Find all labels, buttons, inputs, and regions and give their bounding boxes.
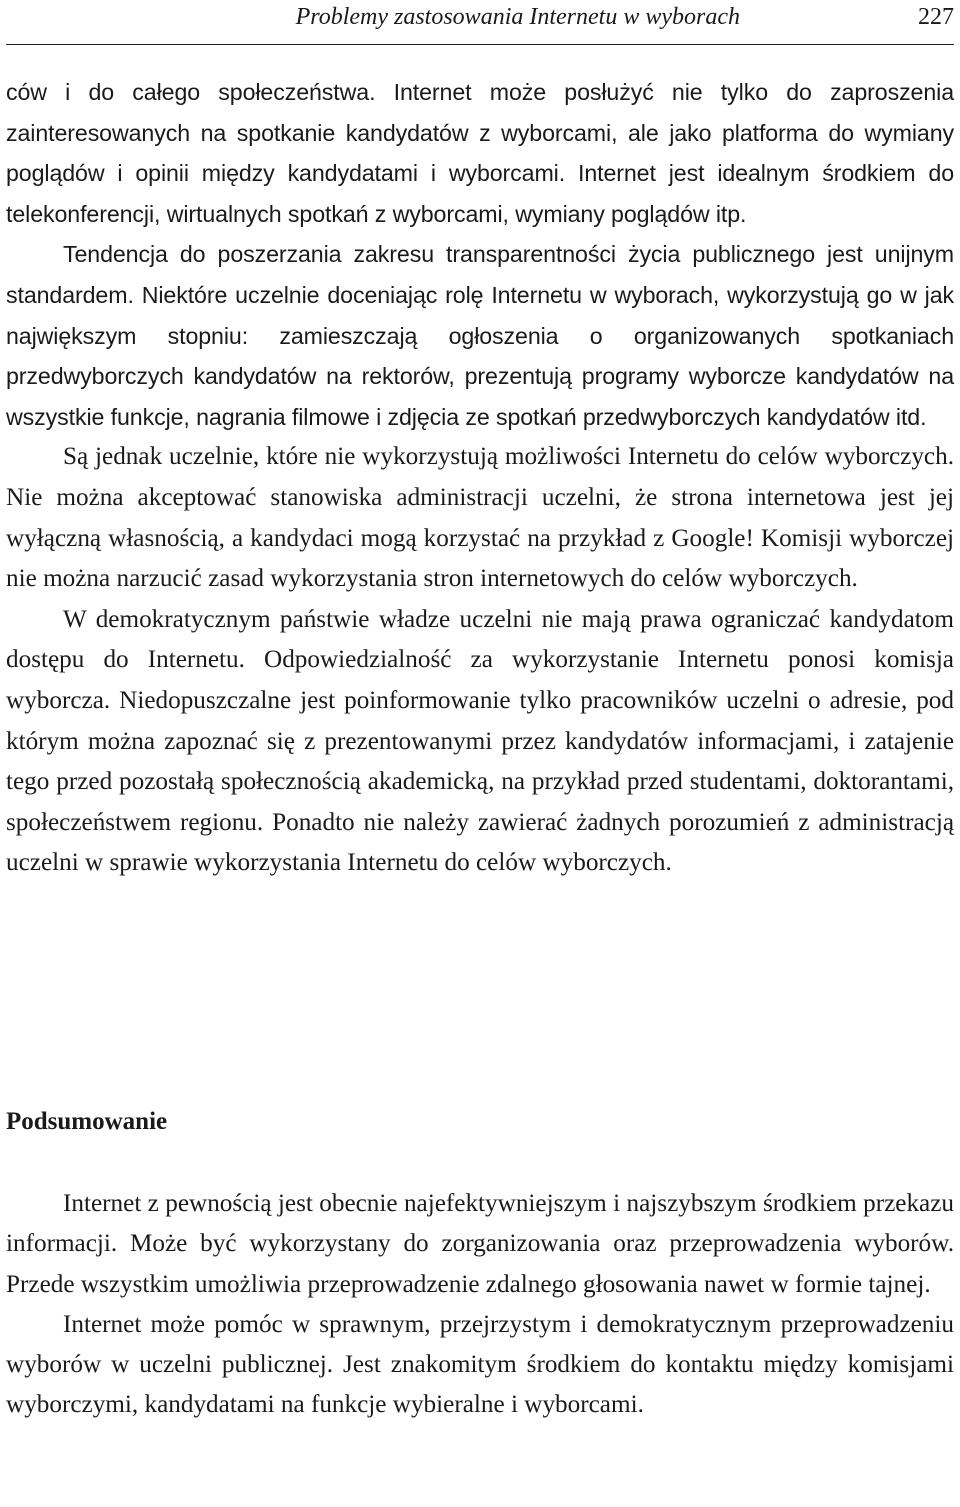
running-header [6, 0, 954, 45]
summary-paragraph: Internet może pomóc w sprawnym, przejrzystym i demokratycznym przeprowadzeniu wyborów w uczelni publicznej. Jest znakomitym środkiem do kontaktu między komisjami wyborczymi, kandydatami na funkcje wybieralne i wyborcami. [6, 1310, 954, 1419]
paragraph-transparency: Tendencja do poszerzania zakresu transparentności życia publicznego jest unijnym standardem. Niektóre uczelnie doceniając rolę Internetu w wyborach, wykorzystują go w jak największym stopniu: zamieszczają ogłoszenia o organizowanych spotkaniach przedwyborczych kandydatów na rektorów, prezentują programy wyborcze kandydatów na wszystkie funkcje, nagrania filmowe i zdjęcia ze spotkań przedwyborczych kandydatów itd. [6, 241, 954, 430]
summary-paragraph: Internet z pewnością jest obecnie najefektywniejszym i najszybszym środkiem przekazu informacji. Może być wykorzystany do zorganizowania oraz przeprowadzenia wyborów. Przede wszystkim umożliwia przeprowadzenie zdalnego głosowania nawet w formie tajnej. [6, 1190, 954, 1298]
document-page [6, 0, 954, 1507]
section-heading: Podsumowanie [6, 1108, 168, 1135]
paragraph-continued: ców i do całego społeczeństwa. Internet może posłużyć nie tylko do zaproszenia zainteresowanych na spotkanie kandydatów z wyborcami, ale jako platforma do wymiany poglądów i opinii między kandydatami i wyborcami. Internet jest idealnym środkiem do telekonferencji, wirtualnych spotkań z wyborcami, wymiany poglądów itp. [6, 79, 954, 227]
page-number: 227 [918, 4, 954, 30]
paragraph-democracy: W demokratycznym państwie władze uczelni nie mają prawa ograniczać kandydatom dostępu do Internetu. Odpowiedzialność za wykorzystanie Internetu ponosi komisja wyborcza. Niedopuszczalne jest poinformowanie tylko pracowników uczelni o adresie, pod którym można zapoznać się z prezentowanymi przez kandydatów informacjami, i zatajenie tego przed pozostałą społecznością akademicką, na przykład przed studentami, doktorantami, społeczeństwem regionu. Ponadto nie należy zawierać żadnych porozumień z administracją uczelni w sprawie wykorzystania Internetu do celów wyborczych. [6, 605, 954, 877]
paragraph-universities: Są jednak uczelnie, które nie wykorzystują możliwości Internetu do celów wyborczych. Nie można akceptować stanowiska administracji uczelni, że strona internetowa jest jej wyłączną własnością, a kandydaci mogą korzystać na przykład z Google! Komisji wyborczej nie można narzucić zasad wykorzystania stron internetowych do celów wyborczych. [6, 443, 954, 593]
running-title: Problemy zastosowania Internetu w wyborach [295, 4, 740, 30]
body-text [6, 72, 954, 884]
summary-text [6, 1184, 954, 1426]
